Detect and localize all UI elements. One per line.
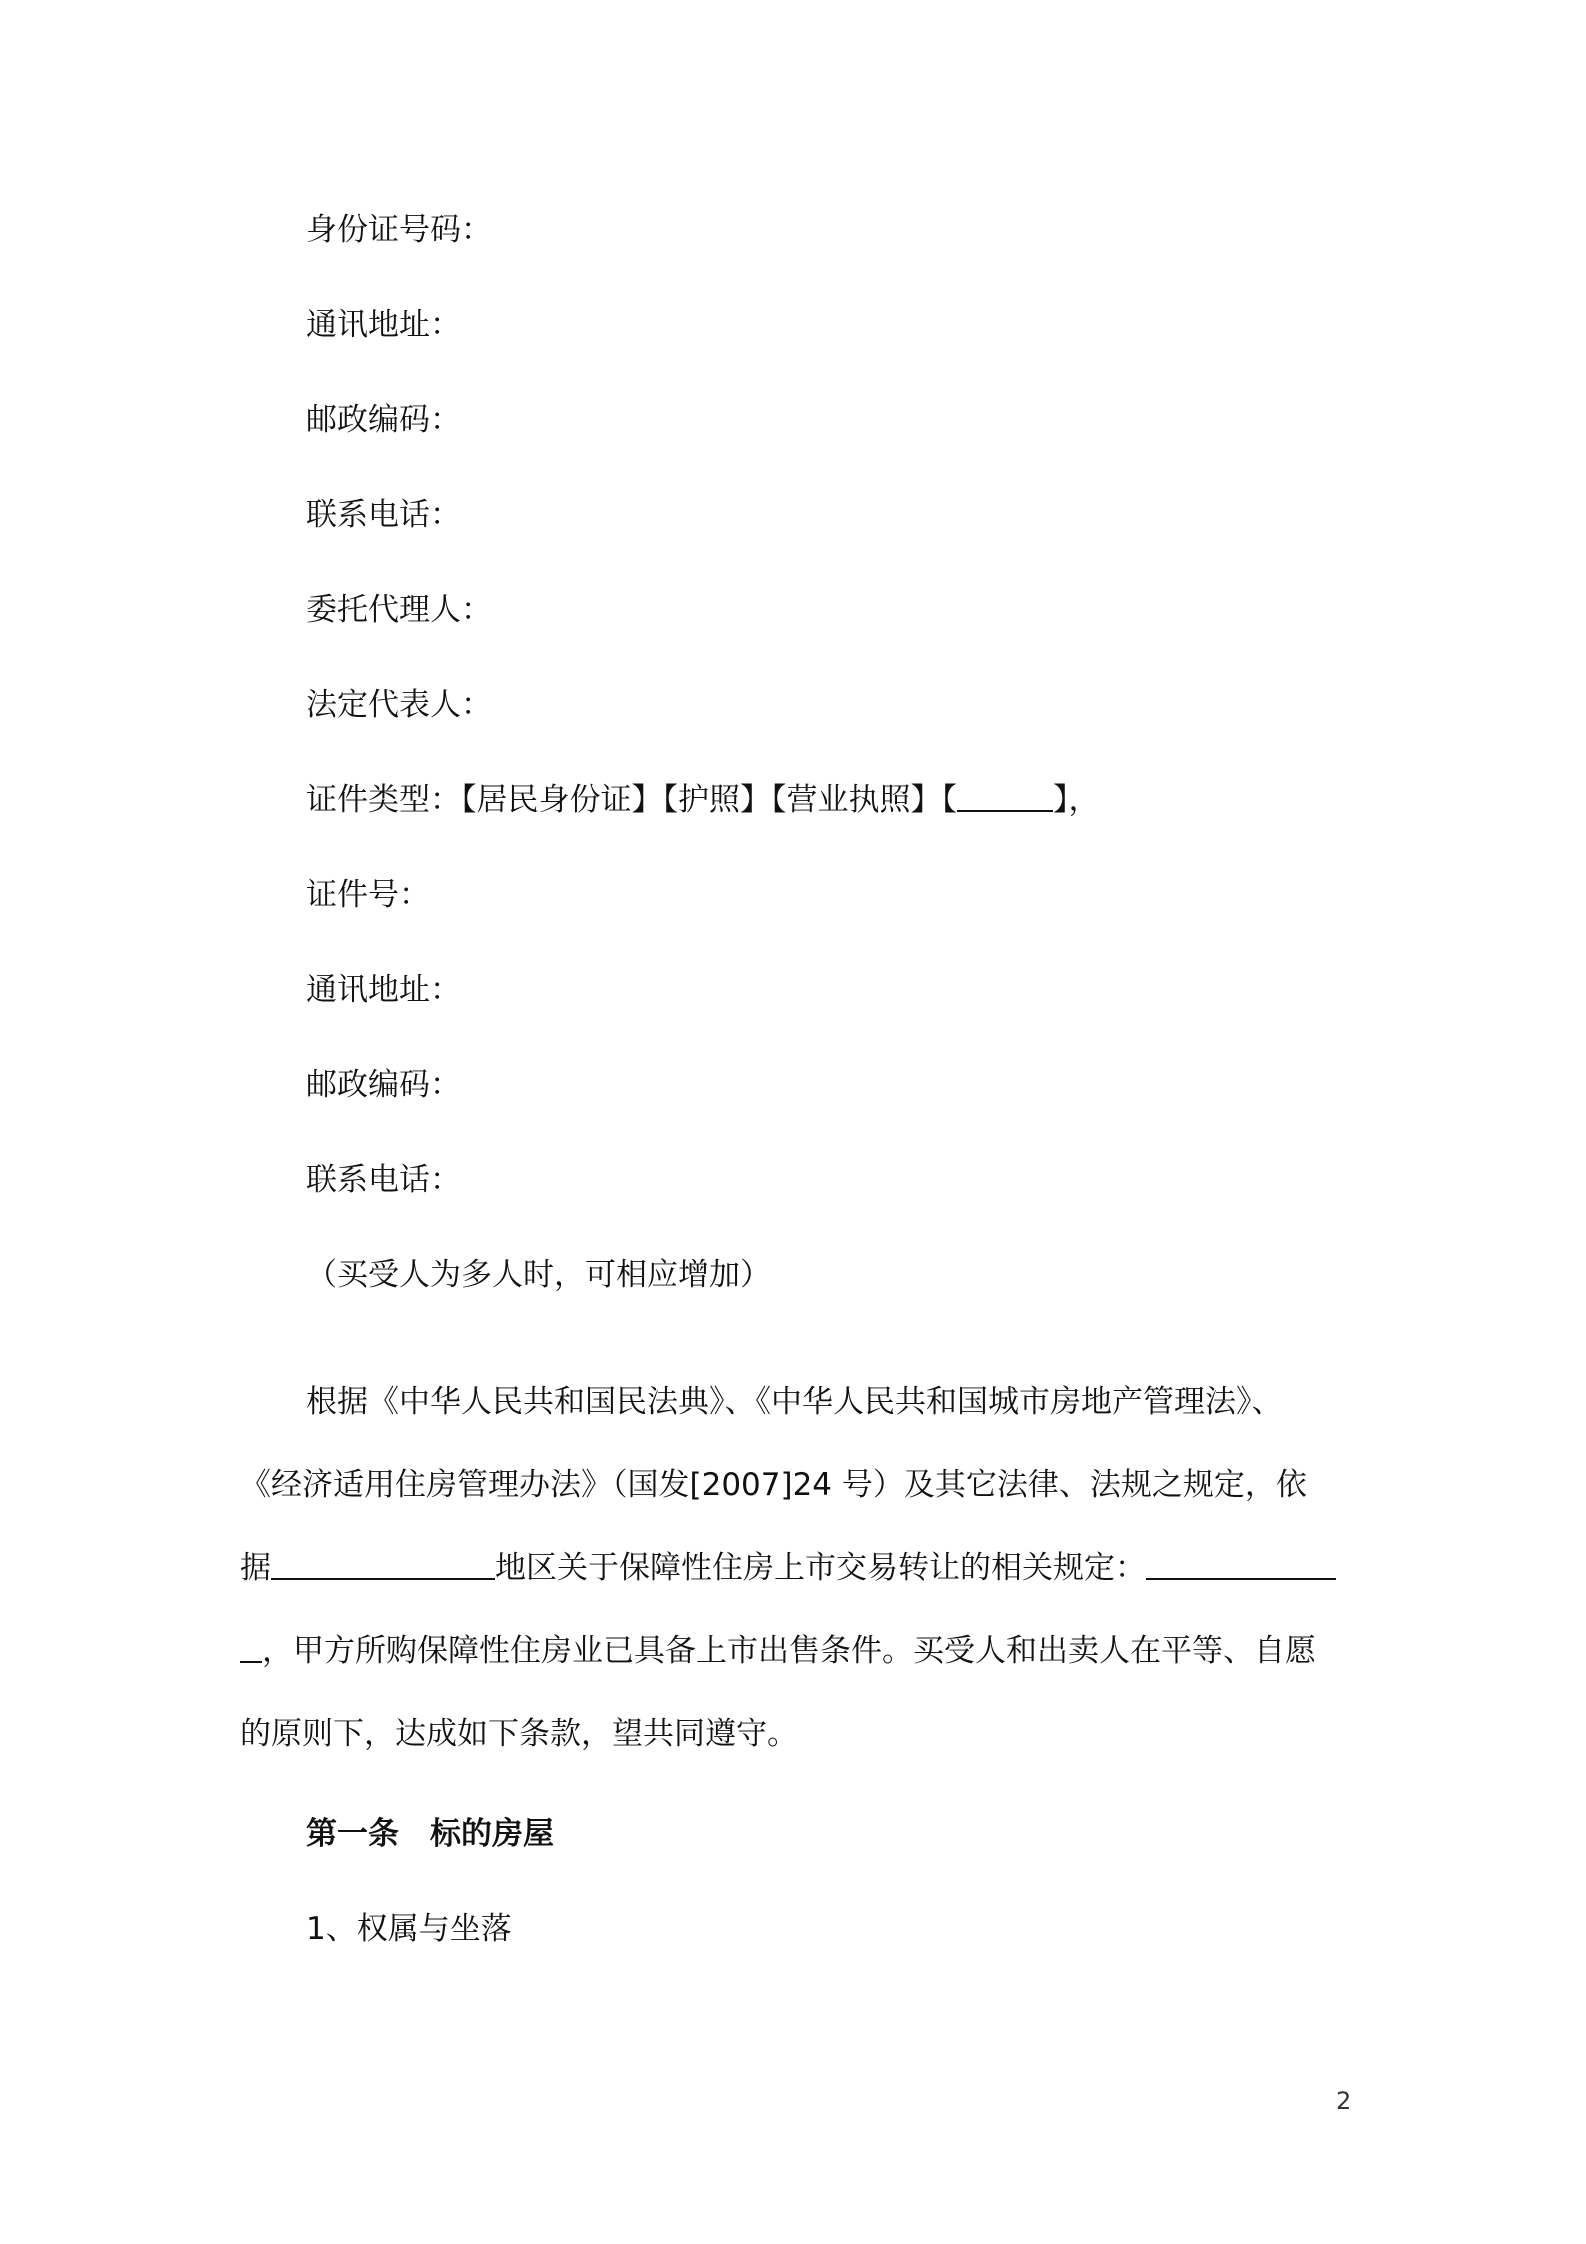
certificate-other-blank — [957, 780, 1053, 812]
address-label: 通讯地址： — [306, 307, 461, 343]
basis-line-3-text: 地区关于保障性住房上市交易转让的相关规定： — [495, 1550, 1146, 1586]
certificate-option-other-close: 】， — [1053, 782, 1100, 818]
multiple-buyers-note: （买受人为多人时，可相应增加） — [306, 1257, 771, 1293]
article-1-heading: 第一条 标的房屋 — [306, 1816, 554, 1852]
regulation-blank-continued — [240, 1631, 262, 1663]
certificate-type-line — [306, 778, 1100, 822]
certificate-option-other-open: 【 — [941, 782, 957, 818]
certificate-number-label: 证件号： — [306, 877, 430, 913]
basis-line-5: 的原则下，达成如下条款，望共同遵守。 — [240, 1716, 798, 1752]
id-number-label: 身份证号码： — [306, 212, 492, 248]
certificate-option-business-license: 【营业执照】 — [771, 782, 942, 818]
postal-code-label-2: 邮政编码： — [306, 1067, 461, 1103]
certificate-option-id-card: 【居民身份证】 — [461, 782, 663, 818]
address-label-2: 通讯地址： — [306, 972, 461, 1008]
agent-label: 委托代理人： — [306, 592, 492, 628]
page-number: 2 — [1336, 2087, 1352, 2115]
basis-line-1: 根据《中华人民共和国民法典》、《中华人民共和国城市房地产管理法》、 — [306, 1384, 1283, 1420]
basis-line-4 — [240, 1629, 1316, 1673]
certificate-option-passport: 【护照】 — [662, 782, 771, 818]
legal-representative-label: 法定代表人： — [306, 687, 492, 723]
basis-line-3-prefix: 据 — [240, 1550, 271, 1586]
basis-line-2: 《经济适用住房管理办法》（国发[2007]24 号）及其它法律、法规之规定，依 — [240, 1467, 1307, 1503]
regulation-blank — [1146, 1548, 1336, 1580]
region-blank — [271, 1548, 495, 1580]
certificate-type-label: 证件类型： — [306, 782, 461, 818]
phone-label: 联系电话： — [306, 497, 461, 533]
phone-label-2: 联系电话： — [306, 1162, 461, 1198]
article-1-item-1: 1、权属与坐落 — [306, 1911, 512, 1947]
postal-code-label: 邮政编码： — [306, 402, 461, 438]
basis-line-4-text: ，甲方所购保障性住房业已具备上市出售条件。买受人和出卖人在平等、自愿 — [262, 1633, 1316, 1669]
basis-line-3 — [240, 1546, 1336, 1590]
